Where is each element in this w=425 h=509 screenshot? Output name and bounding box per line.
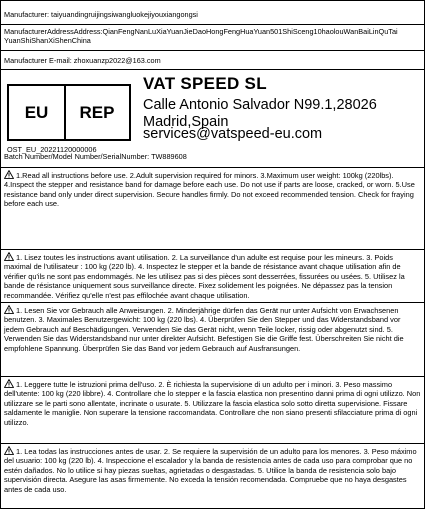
warning-triangle-icon bbox=[4, 446, 14, 455]
manufacturer-name: Manufacturer: taiyuandingruijingsiwangluokejiyouxiangongsi bbox=[4, 10, 198, 19]
warnings-english: 1.Read all instructions before use. 2.Adult supervision required for minors. 3.Maximum user weight: 100kg (220lbs). 4.Inspect the stepper and resistance band for damage before each use. Do not use if parts are loose, cracked, or worn. 5.Use resistance band only under direct supervision. Secure handles firmly. Do not exceed recommended tension. Check for fraying before each use. bbox=[4, 171, 415, 209]
warning-triangle-icon bbox=[4, 305, 14, 314]
ec-rep-email: services@vatspeed-eu.com bbox=[143, 126, 323, 142]
warning-triangle-icon bbox=[4, 170, 14, 179]
batch-number: Batch Number/Model Number/SerialNumber: TW889608 bbox=[4, 152, 187, 161]
ec-rep-code: OST_EU_20221120000006 bbox=[7, 145, 97, 154]
section-french bbox=[1, 250, 424, 303]
section-english bbox=[1, 168, 424, 250]
manufacturer-email: Manufacturer E-mail: zhoxuanzp2022@163.com bbox=[4, 56, 161, 65]
section-spanish bbox=[1, 444, 424, 508]
warning-triangle-icon bbox=[4, 379, 14, 388]
warnings-french: 1. Lisez toutes les instructions avant utilisation. 2. La surveillance d'un adulte est requise pour les mineurs. 3. Poids maximal de l'utilisateur : 100 kg (220 lb). 4. Inspectez le stepper et la bande de résistance avant chaque utilisation afin de vérifier qu'ils ne sont pas endommagés. Ne les utilisez pas si des pièces sont desserrées, fissurées ou usées. 5. Utilisez la bande de résistance uniquement sous surveillance directe. Fixez solidement les poignées. Ne dépassez pas la tension recommandée. Vérifiez qu'elle n'est pas effilochée avant chaque utilisation. bbox=[4, 253, 405, 300]
warning-triangle-icon bbox=[4, 252, 14, 261]
ec-rep-address: Calle Antonio Salvador N99.1,28026 Madrid,Spain bbox=[143, 97, 377, 130]
warnings-spanish: 1. Lea todas las instrucciones antes de usar. 2. Se requiere la supervisión de un adulto para los menores. 3. Peso máximo del usuario: 100 kg (220 lb). 4. Inspeccione el escalador y la banda de resistencia antes de cada uso para comprobar que no estén dañados. No lo utilice si hay piezas sueltas, agrietadas o desgastadas. 5. Utilice la banda de resistencia solo bajo supervisión directa. Asegure las asas firmemente. No exceda la tensión recomendada. Compruebe que no haya desgastes antes de cada uso. bbox=[4, 447, 417, 494]
section-italian bbox=[1, 377, 424, 444]
batch-row bbox=[1, 148, 424, 168]
manufacturer-email-row bbox=[1, 51, 424, 70]
manufacturer-row bbox=[1, 1, 424, 25]
section-german bbox=[1, 303, 424, 377]
ec-rep-name: VAT SPEED SL bbox=[143, 74, 267, 93]
manufacturer-address-row bbox=[1, 25, 424, 51]
warnings-italian: 1. Leggere tutte le istruzioni prima dell'uso. 2. È richiesta la supervisione di un adulto per i minori. 3. Peso massimo dell'utente: 100 kg (220 libbre). 4. Controllare che lo stepper e la fascia elastica non presentino danni prima di ogni utilizzo. Non utilizzare se le parti sono allentate, incrinate o usurate. 5. Utilizzare la fascia elastica solo sotto diretta supervisione. Fissare saldamente le maniglie. Non superare la tensione raccomandata. Controllare che non siano presenti sfilacciature prima di ogni utilizzo. bbox=[4, 380, 421, 427]
ec-rep-eu-label: EU bbox=[24, 103, 49, 122]
manufacturer-address: ManufacturerAddressAddress:QianFengNanLuXiaYuanJieDaoHongFengHuaYuan501ShiSceng10haolouWanBaiLinQuTai YuanShiShanXiShenChina bbox=[4, 27, 398, 46]
ec-rep-rep-label: REP bbox=[79, 103, 115, 122]
ec-rep-symbol bbox=[7, 84, 131, 141]
warnings-german: 1. Lesen Sie vor Gebrauch alle Anweisungen. 2. Minderjährige dürfen das Gerät nur unter Aufsicht von Erwachsenen benutzen. 3. Maximales Benutzergewicht: 100 kg (220 lbs). 4. Überprüfen Sie den Stepper und das Widerstandsband vor jedem Gebrauch auf Beschädigungen. Verwenden Sie das Gerät nicht, wenn Teile locker, rissig oder abgenutzt sind. 5. Verwenden Sie das Widerstandsband nur unter direkter Aufsicht. Befestigen Sie die Griffe fest. Überschreiten Sie nicht die empfohlene Spannung. Überprüfen Sie das Band vor jedem Gebrauch auf Ausfransungen. bbox=[4, 306, 404, 353]
